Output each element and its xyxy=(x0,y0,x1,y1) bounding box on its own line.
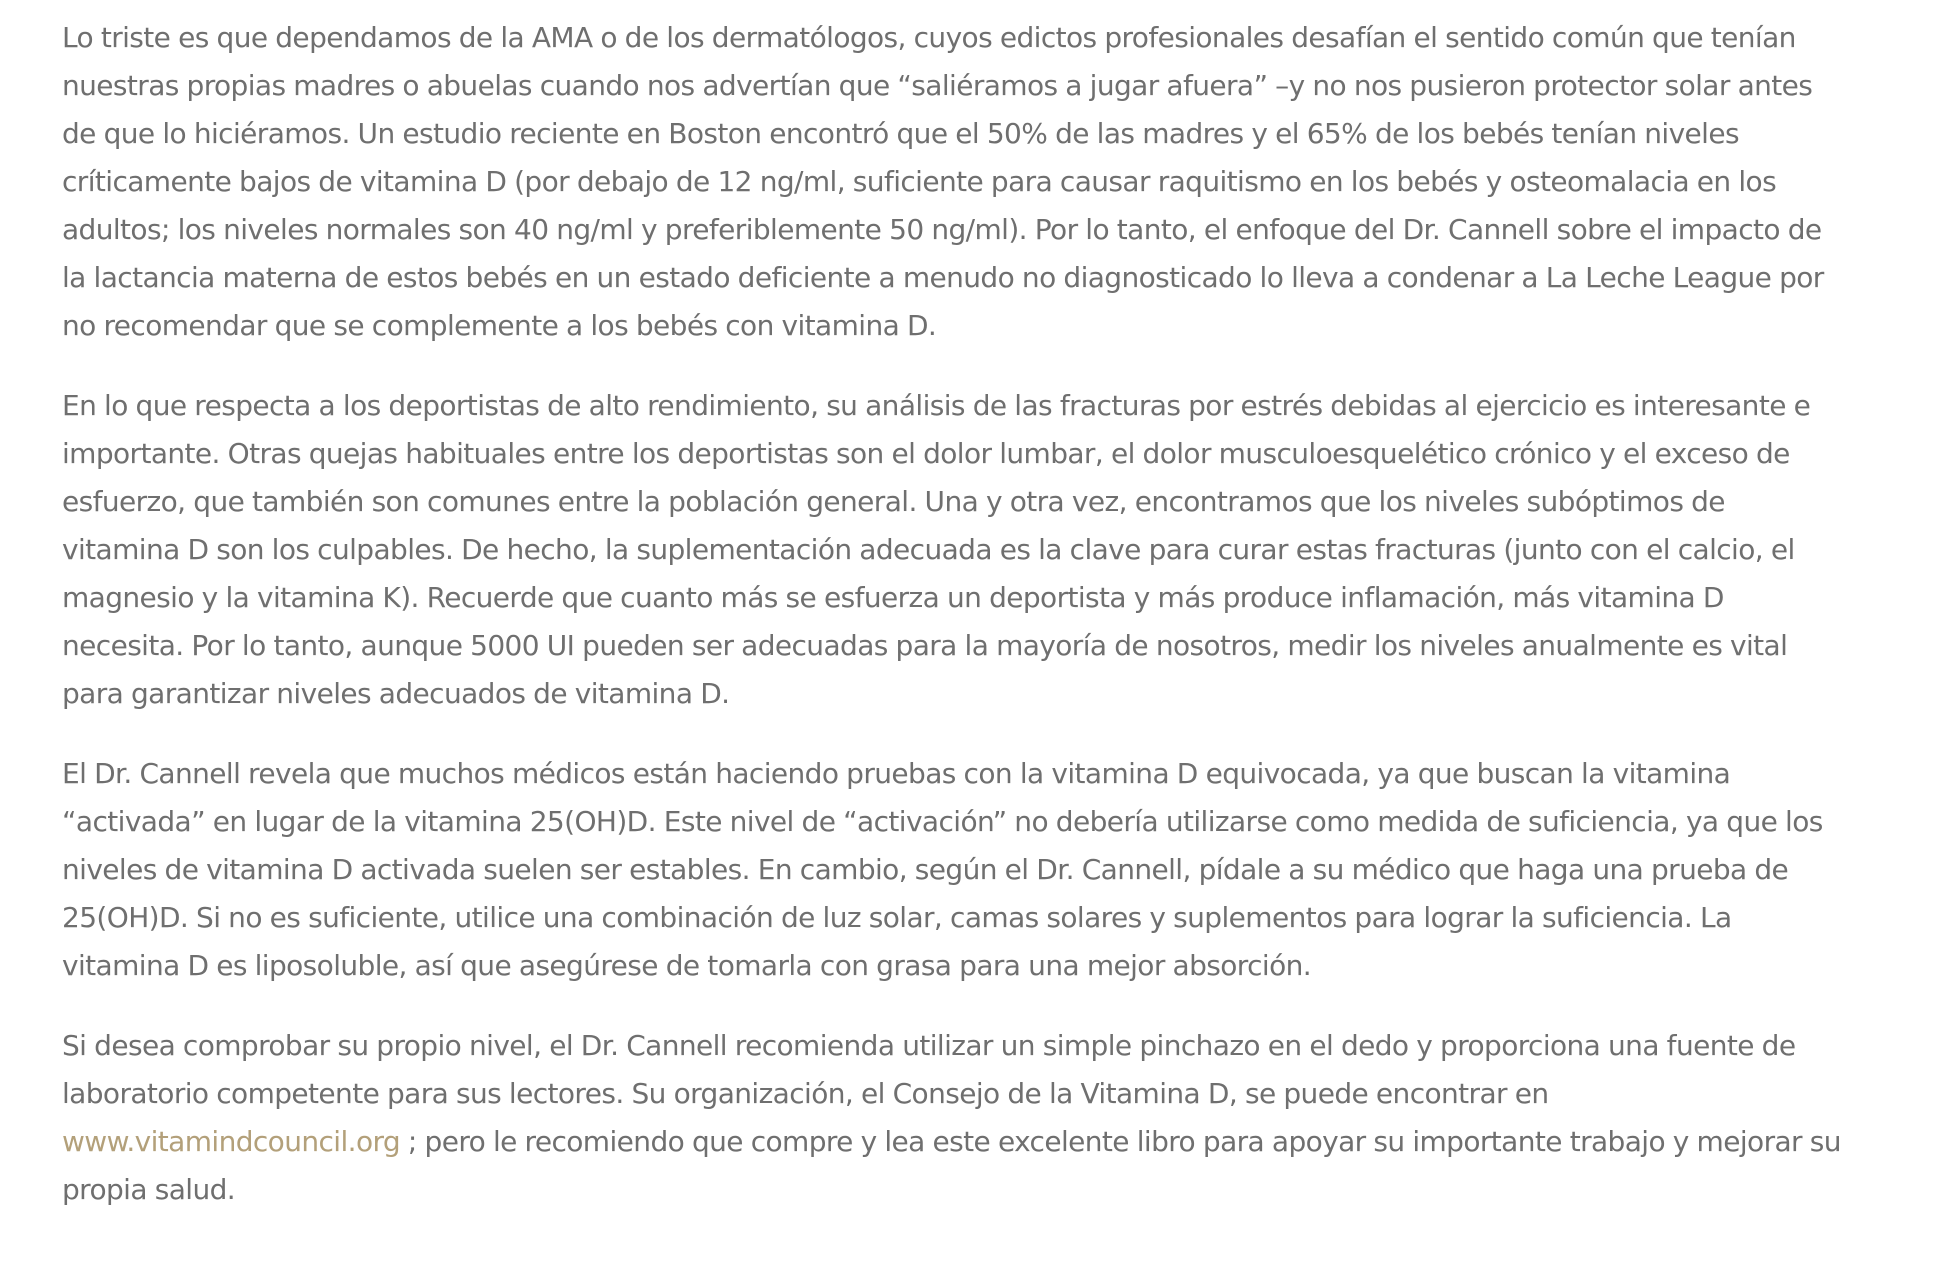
paragraph-testing: El Dr. Cannell revela que muchos médicos están haciendo pruebas con la vitamina D equivocada, ya que buscan la vitamina “activada” en lugar de la vitamina 25(OH)D. Este nivel de “activación” no debería utilizarse como medida de suficiencia, ya que los niveles de vitamina D activada suelen ser estables. En cambio, según el Dr. Cannell, pídale a su médico que haga una prueba de 25(OH)D. Si no es suficiente, utilice una combinación de luz solar, camas solares y suplementos para lograr la suficiencia. La vitamina D es liposoluble, así que asegúrese de tomarla con grasa para una mejor absorción. xyxy=(62,757,1823,982)
paragraph-athletes: En lo que respecta a los deportistas de alto rendimiento, su análisis de las fracturas por estrés debidas al ejercicio es interesante e importante. Otras quejas habituales entre los deportistas son el dolor lumbar, el dolor musculoesquelético crónico y el exceso de esfuerzo, que también son comunes entre la población general. Una y otra vez, encontramos que los niveles subóptimos de vitamina D son los culpables. De hecho, la suplementación adecuada es la clave para curar estas fracturas (junto con el calcio, el magnesio y la vitamina K). Recuerde que cuanto más se esfuerza un deportista y más produce inflamación, más vitamina D necesita. Por lo tanto, aunque 5000 UI pueden ser adecuadas para la mayoría de nosotros, medir los niveles anualmente es vital para garantizar niveles adecuados de vitamina D. xyxy=(62,389,1811,710)
vitamin-d-council-link[interactable]: www.vitamindcouncil.org xyxy=(62,1125,401,1158)
paragraph-own-level xyxy=(62,1022,1842,1214)
paragraph-own-level-text-end: ; pero le recomiendo que compre y lea este excelente libro para apoyar su importante trabajo y mejorar su propia salud. xyxy=(62,1125,1841,1206)
paragraph-infant-vitamin-d: Lo triste es que dependamos de la AMA o de los dermatólogos, cuyos edictos profesionales desafían el sentido común que tenían nuestras propias madres o abuelas cuando nos advertían que “saliéramos a jugar afuera” –y no nos pusieron protector solar antes de que lo hiciéramos. Un estudio reciente en Boston encontró que el 50% de las madres y el 65% de los bebés tenían niveles críticamente bajos de vitamina D (por debajo de 12 ng/ml, suficiente para causar raquitismo en los bebés y osteomalacia en los adultos; los niveles normales son 40 ng/ml y preferiblemente 50 ng/ml). Por lo tanto, el enfoque del Dr. Cannell sobre el impacto de la lactancia materna de estos bebés en un estado deficiente a menudo no diagnosticado lo lleva a condenar a La Leche League por no recomendar que se complemente a los bebés con vitamina D. xyxy=(62,21,1824,342)
article-body xyxy=(62,14,1842,1246)
paragraph-own-level-text: Si desea comprobar su propio nivel, el Dr. Cannell recomienda utilizar un simple pinchazo en el dedo y proporciona una fuente de laboratorio competente para sus lectores. Su organización, el Consejo de la Vitamina D, se puede encontrar en xyxy=(62,1029,1796,1110)
